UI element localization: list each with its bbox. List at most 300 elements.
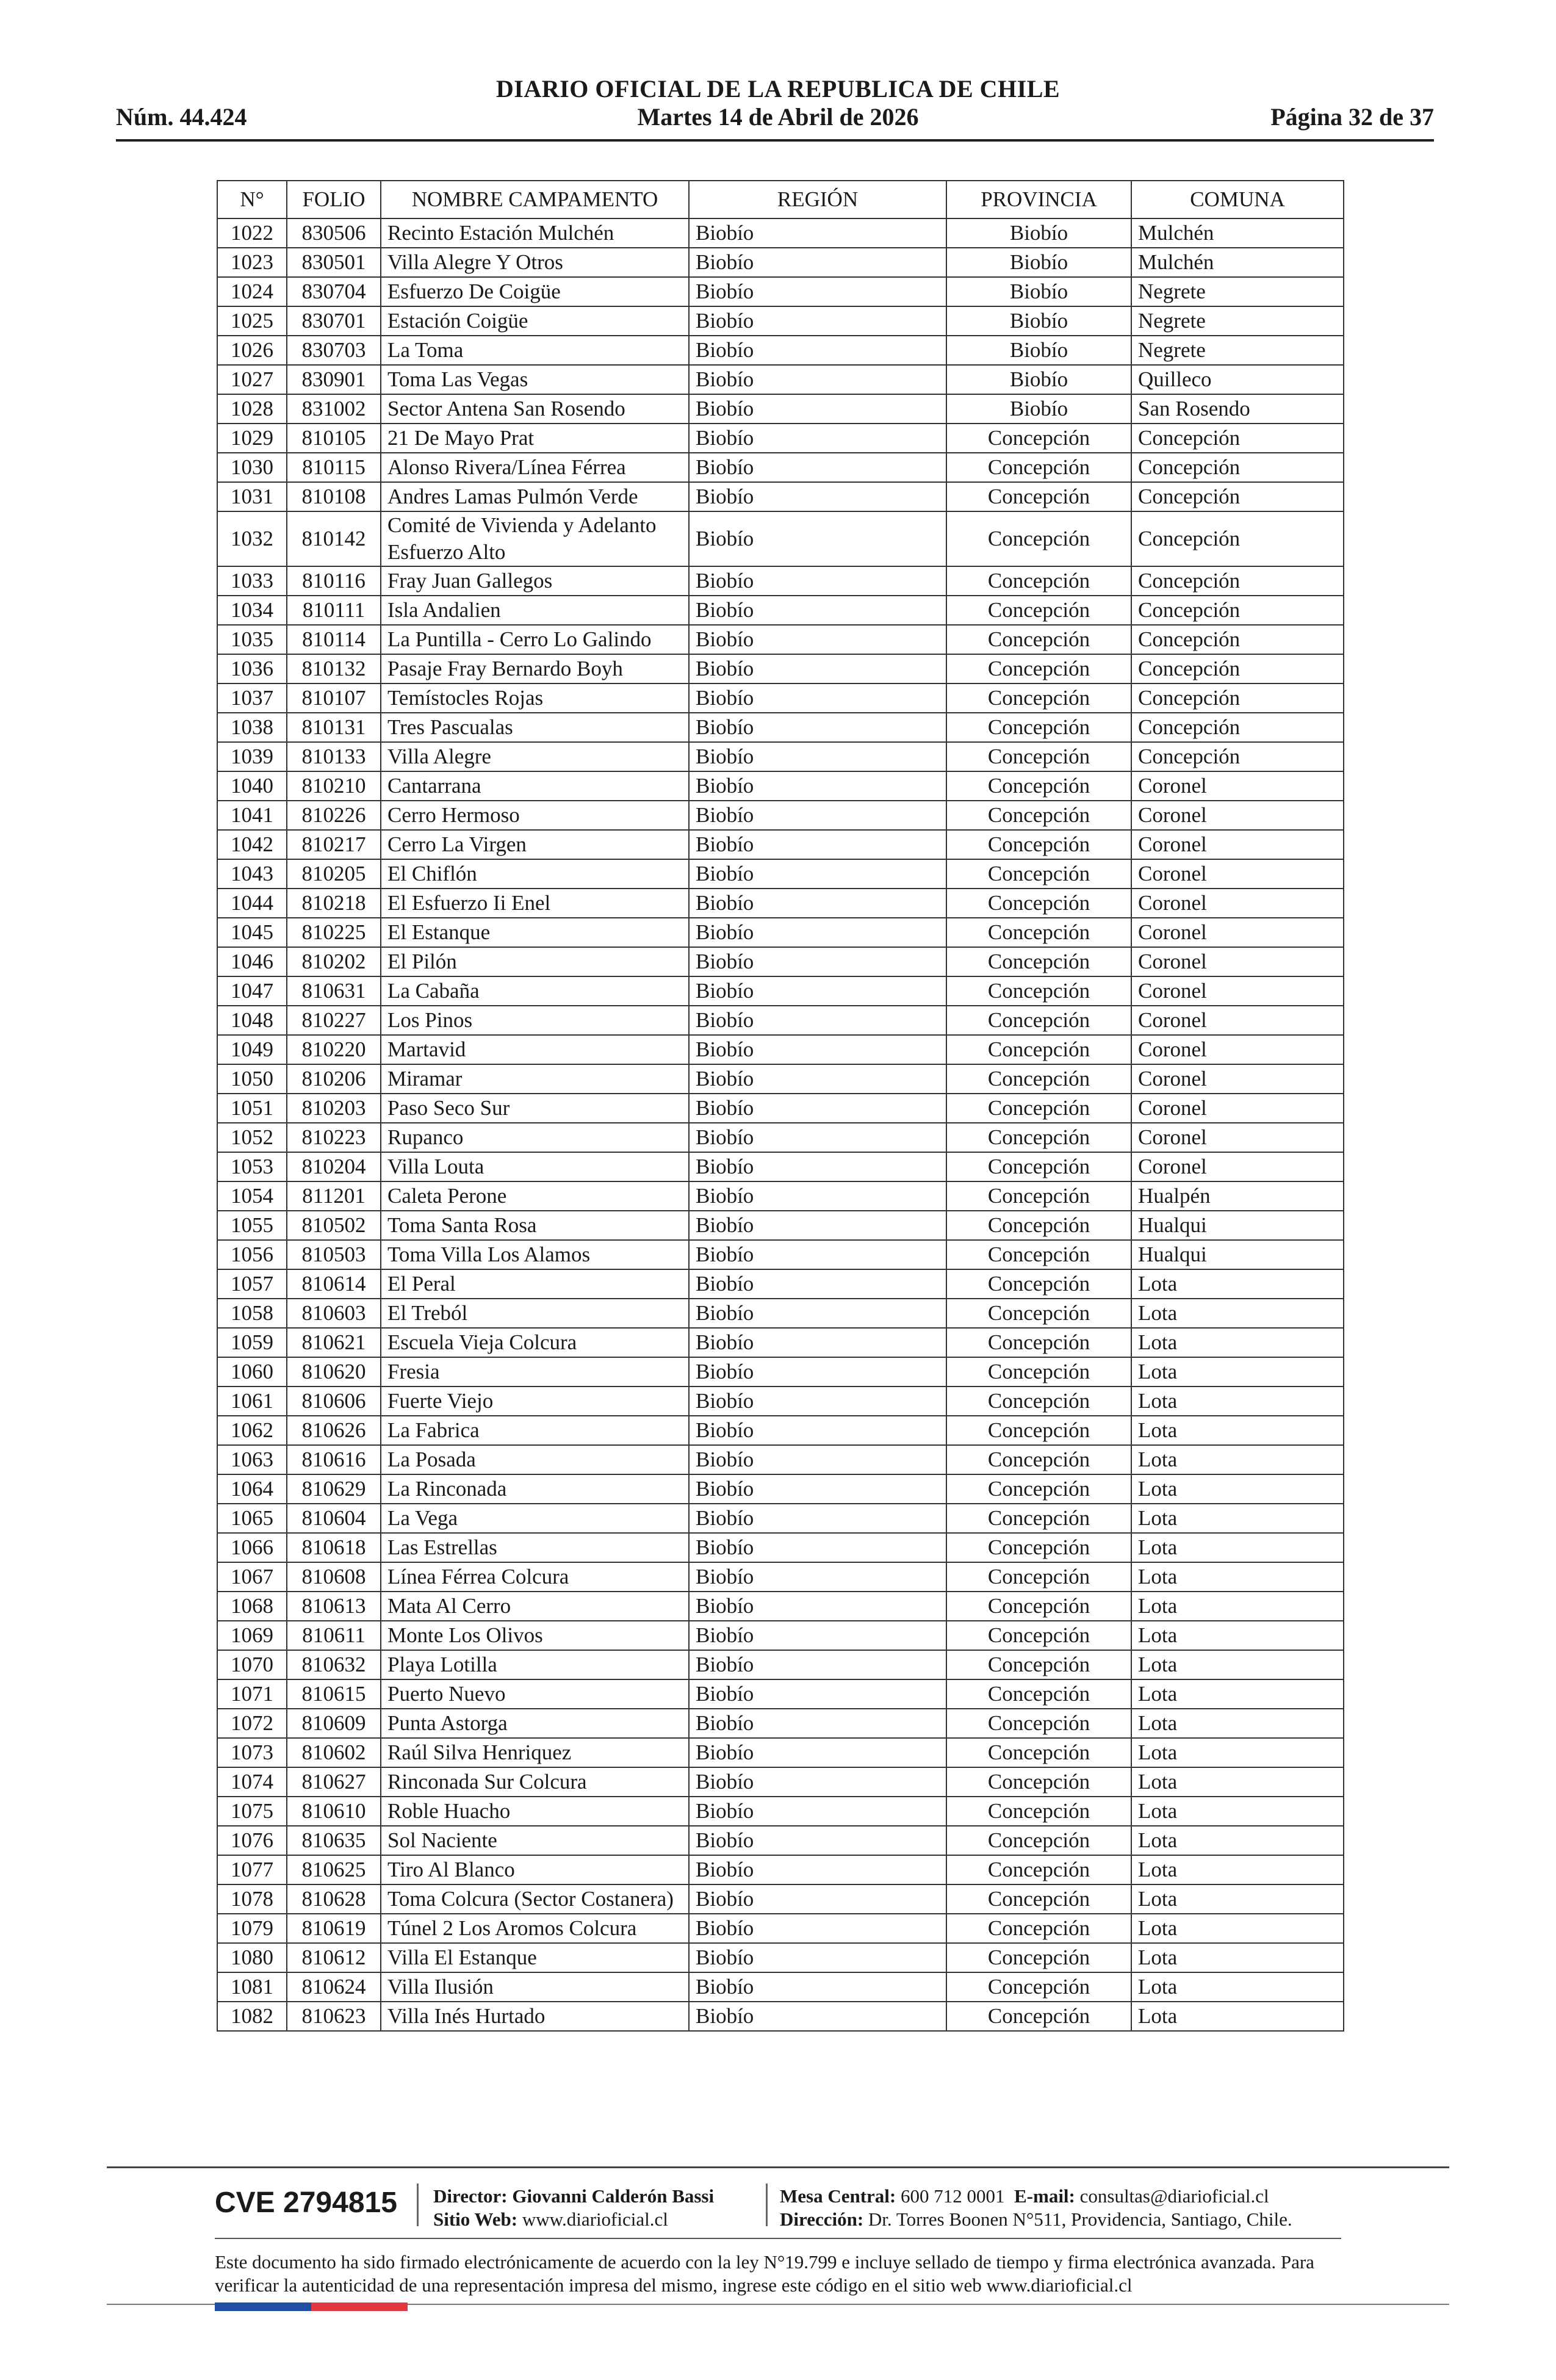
commune-cell: Lota (1131, 1914, 1344, 1943)
region-cell: Biobío (689, 1797, 946, 1826)
issue-date: Martes 14 de Abril de 2026 (637, 103, 919, 131)
province-cell: Concepción (946, 1123, 1131, 1152)
row-number: 1025 (217, 306, 287, 336)
table-row (217, 713, 1344, 742)
table-row (217, 859, 1344, 889)
folio-cell: 830704 (287, 277, 381, 306)
row-number: 1054 (217, 1181, 287, 1211)
row-number: 1080 (217, 1943, 287, 1972)
header-rule (116, 139, 1434, 142)
legal-notice: Este documento ha sido firmado electrónicamente de acuerdo con la ley N°19.799 e incluye sellado de tiempo y firma electrónica avanzada. Para verificar la autenticidad de una representación impresa del mismo, ingrese este código en el sitio web www.diarioficial.cl (215, 2251, 1314, 2296)
row-number: 1064 (217, 1474, 287, 1504)
folio-cell: 810225 (287, 918, 381, 947)
director-name: Giovanni Calderón Bassi (512, 2185, 715, 2207)
commune-cell: Coronel (1131, 947, 1344, 976)
commune-cell: Lota (1131, 1943, 1344, 1972)
commune-cell: Coronel (1131, 1094, 1344, 1123)
table-row (217, 1474, 1344, 1504)
table-row (217, 1972, 1344, 2002)
commune-cell: Coronel (1131, 801, 1344, 830)
province-cell: Concepción (946, 742, 1131, 771)
table-row (217, 1387, 1344, 1416)
commune-cell: Concepción (1131, 511, 1344, 566)
commune-cell: Lota (1131, 1387, 1344, 1416)
campamento-name-cell: Paso Seco Sur (381, 1094, 689, 1123)
province-cell: Concepción (946, 1181, 1131, 1211)
table-row (217, 1094, 1344, 1123)
folio-cell: 810612 (287, 1943, 381, 1972)
folio-cell: 810626 (287, 1416, 381, 1445)
campamento-name-cell: Sol Naciente (381, 1826, 689, 1855)
province-cell: Concepción (946, 1445, 1131, 1474)
region-cell: Biobío (689, 1269, 946, 1299)
campamento-name-cell: Martavid (381, 1035, 689, 1064)
region-cell: Biobío (689, 566, 946, 596)
commune-cell: Concepción (1131, 683, 1344, 713)
table-row (217, 566, 1344, 596)
region-cell: Biobío (689, 1621, 946, 1650)
campamento-name-cell: Raúl Silva Henriquez (381, 1738, 689, 1767)
commune-cell: Hualpén (1131, 1181, 1344, 1211)
commune-cell: Hualqui (1131, 1240, 1344, 1269)
commune-cell: Mulchén (1131, 218, 1344, 248)
commune-cell: Coronel (1131, 918, 1344, 947)
region-cell: Biobío (689, 1738, 946, 1767)
campamento-name-cell: El Peral (381, 1269, 689, 1299)
contact-block (780, 2185, 1292, 2231)
table-row (217, 1357, 1344, 1387)
address-value: Dr. Torres Boonen N°511, Providencia, Santiago, Chile. (868, 2209, 1292, 2230)
footer-rule-middle (215, 2238, 1341, 2239)
row-number: 1058 (217, 1299, 287, 1328)
column-header-name: NOMBRE CAMPAMENTO (381, 181, 689, 218)
row-number: 1026 (217, 336, 287, 365)
region-cell: Biobío (689, 1387, 946, 1416)
campamento-name-cell: Las Estrellas (381, 1533, 689, 1562)
flag-stripe-blue (215, 2302, 311, 2311)
commune-cell: Concepción (1131, 424, 1344, 453)
folio-cell: 810132 (287, 654, 381, 683)
row-number: 1047 (217, 976, 287, 1006)
campamento-name-cell: Villa Alegre (381, 742, 689, 771)
folio-cell: 810619 (287, 1914, 381, 1943)
province-cell: Biobío (946, 365, 1131, 394)
folio-cell: 810624 (287, 1972, 381, 2002)
folio-cell: 810217 (287, 830, 381, 859)
table-row (217, 801, 1344, 830)
commune-cell: Concepción (1131, 482, 1344, 511)
folio-cell: 810206 (287, 1064, 381, 1094)
row-number: 1045 (217, 918, 287, 947)
table-row (217, 1035, 1344, 1064)
folio-cell: 810204 (287, 1152, 381, 1181)
campamento-name-cell: La Posada (381, 1445, 689, 1474)
commune-cell: Lota (1131, 1416, 1344, 1445)
campamento-name-cell: Rinconada Sur Colcura (381, 1767, 689, 1797)
region-cell: Biobío (689, 1211, 946, 1240)
campamento-name-cell: Andres Lamas Pulmón Verde (381, 482, 689, 511)
campamento-name-cell: Villa El Estanque (381, 1943, 689, 1972)
campamento-name-cell: 21 De Mayo Prat (381, 424, 689, 453)
campamento-name-cell: Fuerte Viejo (381, 1387, 689, 1416)
commune-cell: Lota (1131, 1738, 1344, 1767)
campamento-name-cell: Cantarrana (381, 771, 689, 801)
folio-cell: 810142 (287, 511, 381, 566)
row-number: 1027 (217, 365, 287, 394)
folio-cell: 810623 (287, 2002, 381, 2031)
column-header-folio: FOLIO (287, 181, 381, 218)
campamento-name-cell: Roble Huacho (381, 1797, 689, 1826)
folio-cell: 810625 (287, 1855, 381, 1884)
campamento-name-cell: Mata Al Cerro (381, 1592, 689, 1621)
campamento-name-cell: Villa Alegre Y Otros (381, 248, 689, 277)
folio-cell: 810227 (287, 1006, 381, 1035)
folio-cell: 810603 (287, 1299, 381, 1328)
table-row (217, 1181, 1344, 1211)
folio-cell: 810632 (287, 1650, 381, 1679)
flag-stripe-red (311, 2302, 408, 2311)
table-row (217, 277, 1344, 306)
folio-cell: 830501 (287, 248, 381, 277)
region-cell: Biobío (689, 1972, 946, 2002)
region-cell: Biobío (689, 683, 946, 713)
region-cell: Biobío (689, 1006, 946, 1035)
commune-cell: Coronel (1131, 830, 1344, 859)
folio-cell: 831002 (287, 394, 381, 424)
folio-cell: 810620 (287, 1357, 381, 1387)
folio-cell: 810218 (287, 889, 381, 918)
commune-cell: Lota (1131, 1855, 1344, 1884)
campamento-name-cell: La Toma (381, 336, 689, 365)
folio-cell: 810629 (287, 1474, 381, 1504)
province-cell: Concepción (946, 1035, 1131, 1064)
province-cell: Concepción (946, 482, 1131, 511)
region-cell: Biobío (689, 1679, 946, 1709)
commune-cell: Lota (1131, 1357, 1344, 1387)
region-cell: Biobío (689, 859, 946, 889)
table-row (217, 394, 1344, 424)
folio-cell: 810502 (287, 1211, 381, 1240)
region-cell: Biobío (689, 801, 946, 830)
row-number: 1051 (217, 1094, 287, 1123)
region-cell: Biobío (689, 742, 946, 771)
campamento-name-cell: Cerro La Virgen (381, 830, 689, 859)
commune-cell: Lota (1131, 2002, 1344, 2031)
row-number: 1028 (217, 394, 287, 424)
region-cell: Biobío (689, 248, 946, 277)
row-number: 1071 (217, 1679, 287, 1709)
province-cell: Concepción (946, 1797, 1131, 1826)
table-body (217, 218, 1344, 2031)
province-cell: Concepción (946, 1855, 1131, 1884)
commune-cell: Coronel (1131, 976, 1344, 1006)
footer-separator (766, 2183, 768, 2226)
row-number: 1055 (217, 1211, 287, 1240)
table-row (217, 1299, 1344, 1328)
commune-cell: Negrete (1131, 336, 1344, 365)
folio-cell: 810223 (287, 1123, 381, 1152)
commune-cell: Coronel (1131, 1152, 1344, 1181)
province-cell: Concepción (946, 424, 1131, 453)
row-number: 1030 (217, 453, 287, 482)
row-number: 1043 (217, 859, 287, 889)
province-cell: Concepción (946, 1972, 1131, 2002)
region-cell: Biobío (689, 1562, 946, 1592)
row-number: 1077 (217, 1855, 287, 1884)
region-cell: Biobío (689, 277, 946, 306)
commune-cell: San Rosendo (1131, 394, 1344, 424)
table-row (217, 1797, 1344, 1826)
table-row (217, 336, 1344, 365)
province-cell: Concepción (946, 1299, 1131, 1328)
row-number: 1067 (217, 1562, 287, 1592)
province-cell: Concepción (946, 1767, 1131, 1797)
province-cell: Concepción (946, 1152, 1131, 1181)
column-header-province: PROVINCIA (946, 181, 1131, 218)
commune-cell: Quilleco (1131, 365, 1344, 394)
region-cell: Biobío (689, 976, 946, 1006)
table-row (217, 830, 1344, 859)
campamento-name-cell: Villa Ilusión (381, 1972, 689, 2002)
region-cell: Biobío (689, 1123, 946, 1152)
province-cell: Biobío (946, 336, 1131, 365)
table-row (217, 1679, 1344, 1709)
campamento-name-cell: Temístocles Rojas (381, 683, 689, 713)
table-row (217, 1152, 1344, 1181)
region-cell: Biobío (689, 394, 946, 424)
table-row (217, 683, 1344, 713)
region-cell: Biobío (689, 1504, 946, 1533)
province-cell: Biobío (946, 218, 1131, 248)
campamento-name-cell: Toma Colcura (Sector Costanera) (381, 1884, 689, 1914)
region-cell: Biobío (689, 453, 946, 482)
row-number: 1053 (217, 1152, 287, 1181)
campamento-name-cell: Puerto Nuevo (381, 1679, 689, 1709)
province-cell: Concepción (946, 625, 1131, 654)
province-cell: Concepción (946, 1562, 1131, 1592)
table-header-row (217, 181, 1344, 218)
province-cell: Concepción (946, 654, 1131, 683)
folio-cell: 810114 (287, 625, 381, 654)
row-number: 1065 (217, 1504, 287, 1533)
campamento-name-cell: La Vega (381, 1504, 689, 1533)
director-label: Director: (433, 2185, 508, 2207)
campamento-name-cell: Punta Astorga (381, 1709, 689, 1738)
campamento-name-cell: Línea Férrea Colcura (381, 1562, 689, 1592)
folio-cell: 810602 (287, 1738, 381, 1767)
region-cell: Biobío (689, 511, 946, 566)
folio-cell: 810202 (287, 947, 381, 976)
folio-cell: 830901 (287, 365, 381, 394)
commune-cell: Concepción (1131, 625, 1344, 654)
commune-cell: Lota (1131, 1709, 1344, 1738)
campamento-name-cell: El Chiflón (381, 859, 689, 889)
province-cell: Biobío (946, 306, 1131, 336)
campamento-name-cell: El Pilón (381, 947, 689, 976)
folio-cell: 810133 (287, 742, 381, 771)
folio-cell: 810618 (287, 1533, 381, 1562)
row-number: 1081 (217, 1972, 287, 2002)
region-cell: Biobío (689, 1181, 946, 1211)
campamento-name-cell: Miramar (381, 1064, 689, 1094)
province-cell: Concepción (946, 1884, 1131, 1914)
province-cell: Concepción (946, 1474, 1131, 1504)
province-cell: Concepción (946, 453, 1131, 482)
row-number: 1059 (217, 1328, 287, 1357)
commune-cell: Coronel (1131, 1123, 1344, 1152)
province-cell: Concepción (946, 1269, 1131, 1299)
row-number: 1042 (217, 830, 287, 859)
region-cell: Biobío (689, 218, 946, 248)
campamento-name-cell: Tiro Al Blanco (381, 1855, 689, 1884)
cve-code: CVE 2794815 (215, 2187, 397, 2219)
province-cell: Biobío (946, 277, 1131, 306)
row-number: 1031 (217, 482, 287, 511)
row-number: 1037 (217, 683, 287, 713)
province-cell: Concepción (946, 1357, 1131, 1387)
campamento-name-cell: Toma Villa Los Alamos (381, 1240, 689, 1269)
commune-cell: Lota (1131, 1504, 1344, 1533)
row-number: 1068 (217, 1592, 287, 1621)
table-row (217, 1767, 1344, 1797)
commune-cell: Coronel (1131, 859, 1344, 889)
province-cell: Concepción (946, 947, 1131, 976)
region-cell: Biobío (689, 1709, 946, 1738)
province-cell: Concepción (946, 1416, 1131, 1445)
region-cell: Biobío (689, 1650, 946, 1679)
folio-cell: 810610 (287, 1797, 381, 1826)
folio-cell: 810621 (287, 1328, 381, 1357)
region-cell: Biobío (689, 1240, 946, 1269)
footer-rule-top (107, 2166, 1449, 2168)
region-cell: Biobío (689, 596, 946, 625)
table-row (217, 742, 1344, 771)
campamento-name-cell: Villa Inés Hurtado (381, 2002, 689, 2031)
province-cell: Concepción (946, 1094, 1131, 1123)
row-number: 1070 (217, 1650, 287, 1679)
table-row (217, 1650, 1344, 1679)
commune-cell: Concepción (1131, 742, 1344, 771)
row-number: 1073 (217, 1738, 287, 1767)
province-cell: Concepción (946, 683, 1131, 713)
campamento-name-cell: Rupanco (381, 1123, 689, 1152)
region-cell: Biobío (689, 713, 946, 742)
table-row (217, 947, 1344, 976)
campamentos-table (217, 180, 1344, 2032)
folio-cell: 830701 (287, 306, 381, 336)
commune-cell: Coronel (1131, 889, 1344, 918)
province-cell: Concepción (946, 1914, 1131, 1943)
row-number: 1074 (217, 1767, 287, 1797)
row-number: 1036 (217, 654, 287, 683)
region-cell: Biobío (689, 1884, 946, 1914)
region-cell: Biobío (689, 1592, 946, 1621)
table-row (217, 1006, 1344, 1035)
folio-cell: 810115 (287, 453, 381, 482)
campamento-name-cell: La Fabrica (381, 1416, 689, 1445)
province-cell: Concepción (946, 1211, 1131, 1240)
province-cell: Biobío (946, 248, 1131, 277)
commune-cell: Lota (1131, 1474, 1344, 1504)
campamento-name-cell: El Treból (381, 1299, 689, 1328)
footer-separator (417, 2183, 419, 2226)
region-cell: Biobío (689, 365, 946, 394)
folio-cell: 810604 (287, 1504, 381, 1533)
commune-cell: Lota (1131, 1562, 1344, 1592)
table-row (217, 1855, 1344, 1884)
region-cell: Biobío (689, 1914, 946, 1943)
province-cell: Concepción (946, 976, 1131, 1006)
table-row (217, 1592, 1344, 1621)
row-number: 1040 (217, 771, 287, 801)
table-row (217, 306, 1344, 336)
commune-cell: Lota (1131, 1972, 1344, 2002)
row-number: 1056 (217, 1240, 287, 1269)
campamento-name-cell: Escuela Vieja Colcura (381, 1328, 689, 1357)
table-row (217, 1416, 1344, 1445)
commune-cell: Lota (1131, 1445, 1344, 1474)
folio-cell: 810627 (287, 1767, 381, 1797)
row-number: 1072 (217, 1709, 287, 1738)
province-cell: Concepción (946, 1328, 1131, 1357)
commune-cell: Coronel (1131, 1064, 1344, 1094)
table-row (217, 1269, 1344, 1299)
row-number: 1035 (217, 625, 287, 654)
province-cell: Concepción (946, 801, 1131, 830)
campamento-name-cell: Villa Louta (381, 1152, 689, 1181)
row-number: 1033 (217, 566, 287, 596)
row-number: 1041 (217, 801, 287, 830)
campamento-name-cell: La Puntilla - Cerro Lo Galindo (381, 625, 689, 654)
table-row (217, 1738, 1344, 1767)
table-row (217, 482, 1344, 511)
campamento-name-cell: Los Pinos (381, 1006, 689, 1035)
province-cell: Concepción (946, 1064, 1131, 1094)
region-cell: Biobío (689, 1767, 946, 1797)
folio-cell: 810613 (287, 1592, 381, 1621)
campamento-name-cell: Comité de Vivienda y Adelanto Esfuerzo Alto (381, 511, 689, 566)
campamento-name-cell: Isla Andalien (381, 596, 689, 625)
region-cell: Biobío (689, 482, 946, 511)
row-number: 1063 (217, 1445, 287, 1474)
region-cell: Biobío (689, 336, 946, 365)
table-row (217, 1328, 1344, 1357)
commune-cell: Lota (1131, 1328, 1344, 1357)
row-number: 1034 (217, 596, 287, 625)
commune-cell: Concepción (1131, 566, 1344, 596)
column-header-commune: COMUNA (1131, 181, 1344, 218)
website-link[interactable]: www.diarioficial.cl (522, 2209, 668, 2230)
province-cell: Concepción (946, 1826, 1131, 1855)
commune-cell: Lota (1131, 1299, 1344, 1328)
folio-cell: 810631 (287, 976, 381, 1006)
folio-cell: 810635 (287, 1826, 381, 1855)
campamento-name-cell: Fresia (381, 1357, 689, 1387)
table-row (217, 1240, 1344, 1269)
commune-cell: Negrete (1131, 277, 1344, 306)
region-cell: Biobío (689, 1826, 946, 1855)
folio-cell: 810107 (287, 683, 381, 713)
email-link[interactable]: consultas@diarioficial.cl (1079, 2185, 1269, 2207)
folio-cell: 810203 (287, 1094, 381, 1123)
folio-cell: 810608 (287, 1562, 381, 1592)
region-cell: Biobío (689, 889, 946, 918)
region-cell: Biobío (689, 1328, 946, 1357)
row-number: 1066 (217, 1533, 287, 1562)
province-cell: Concepción (946, 1387, 1131, 1416)
column-header-region: REGIÓN (689, 181, 946, 218)
table-row (217, 1884, 1344, 1914)
